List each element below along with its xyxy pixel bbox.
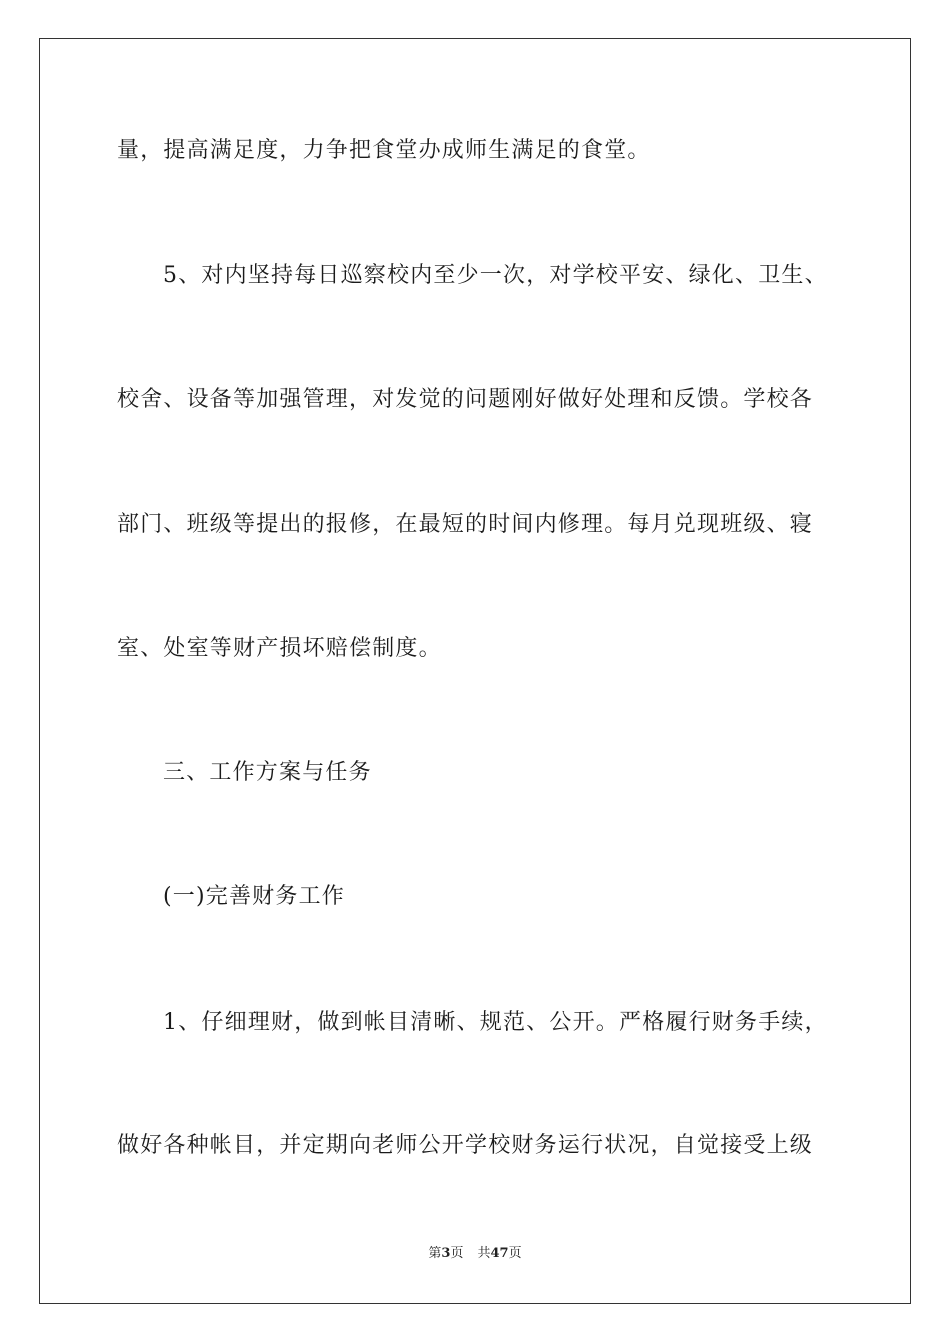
body-line-1: 量，提高满足度，力争把食堂办成师生满足的食堂。 (117, 138, 651, 163)
page-prefix: 第 (428, 1246, 442, 1261)
body-line-5: 室、处室等财产损坏赔偿制度。 (117, 636, 442, 661)
body-line-3: 校舍、设备等加强管理，对发觉的问题刚好做好处理和反馈。学校各 (117, 387, 814, 412)
body-line-8: 1、仔细理财，做到帐目清晰、规范、公开。严格履行财务手续， (163, 1010, 828, 1035)
section-heading: 三、工作方案与任务 (163, 760, 372, 785)
body-line-9: 做好各种帐目，并定期向老师公开学校财务运行状况，自觉接受上级 (117, 1133, 814, 1158)
total-suffix: 页 (508, 1246, 522, 1261)
total-pages: 47 (490, 1246, 509, 1261)
body-line-2: 5、对内坚持每日巡察校内至少一次，对学校平安、绿化、卫生、 (163, 263, 828, 288)
total-prefix: 共 (477, 1246, 491, 1261)
body-line-4: 部门、班级等提出的报修，在最短的时间内修理。每月兑现班级、寝 (117, 512, 814, 537)
subsection-heading: (一)完善财务工作 (163, 884, 345, 909)
page-border (39, 38, 911, 1304)
page-number: 3 (441, 1246, 451, 1261)
page-suffix: 页 (450, 1246, 464, 1261)
page-footer (0, 1245, 950, 1263)
